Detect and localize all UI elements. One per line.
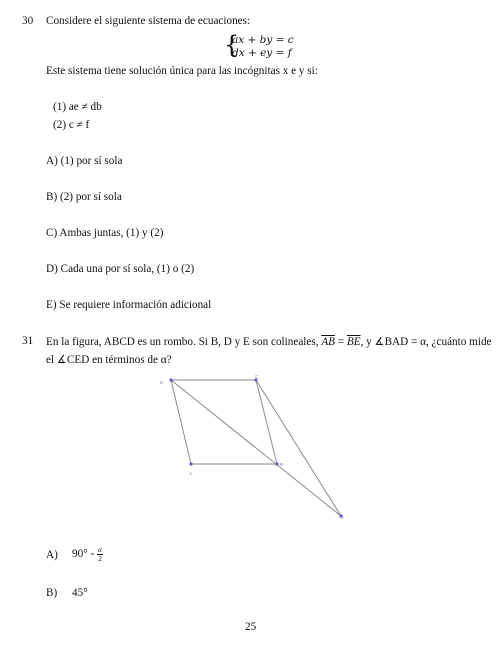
condition-1: (1) ae ≠ db [53, 101, 102, 113]
label-a: A [189, 471, 193, 476]
option-30-b: B) (2) por sí sola [46, 191, 122, 203]
segment-cb [256, 380, 277, 464]
alpha-over-2-fraction: $\frac{\alpha}{2}$ [97, 545, 102, 563]
equation-2: dx + ey = f [232, 47, 292, 59]
segment-de [171, 380, 341, 516]
segment-ce [256, 380, 341, 516]
label-c: C [255, 374, 259, 379]
option-30-c: C) Ambas juntas, (1) y (2) [46, 227, 164, 239]
point-d [169, 378, 172, 381]
label-e: E [341, 515, 345, 520]
question-31-text-b: , y ∡BAD = α, ¿cuánto mide [360, 336, 492, 348]
question-number-31: 31 [22, 335, 34, 347]
option-31-a-label: A) [46, 549, 58, 561]
option-30-e: E) Se requiere información adicional [46, 299, 212, 311]
option-31-b-value: 45° [72, 587, 88, 599]
question-30-statement: Este sistema tiene solución única para las incógnitas x e y si: [46, 65, 318, 77]
segment-be: $\overline{BE}$ [346, 336, 361, 348]
equation-brace: { [224, 31, 240, 59]
option-30-d: D) Cada una por sí sola, (1) o (2) [46, 263, 195, 275]
equals-sign: = [334, 336, 347, 348]
question-31-line-2: el ∡CED en términos de α? [46, 354, 172, 366]
option-31-a [72, 546, 103, 563]
point-a [189, 462, 192, 465]
segment-da [171, 380, 191, 464]
page-number: 25 [245, 621, 257, 633]
label-d: D [160, 380, 164, 385]
question-number-30: 30 [22, 15, 34, 27]
equation-1: ax + by = c [232, 34, 294, 46]
point-b [275, 462, 278, 465]
option-31-b-label: B) [46, 587, 58, 599]
label-b: B [280, 462, 284, 467]
question-31-text-a: En la figura, ABCD es un rombo. Si B, D y E son colineales, [46, 336, 322, 348]
option-31-a-value: 90° - [72, 548, 95, 561]
option-30-a: A) (1) por sí sola [46, 155, 123, 167]
segment-ab: $\overline{AB}$ [321, 336, 335, 348]
question-30-intro: Considere el siguiente sistema de ecuaciones: [46, 15, 251, 27]
condition-2: (2) c ≠ f [53, 119, 90, 131]
